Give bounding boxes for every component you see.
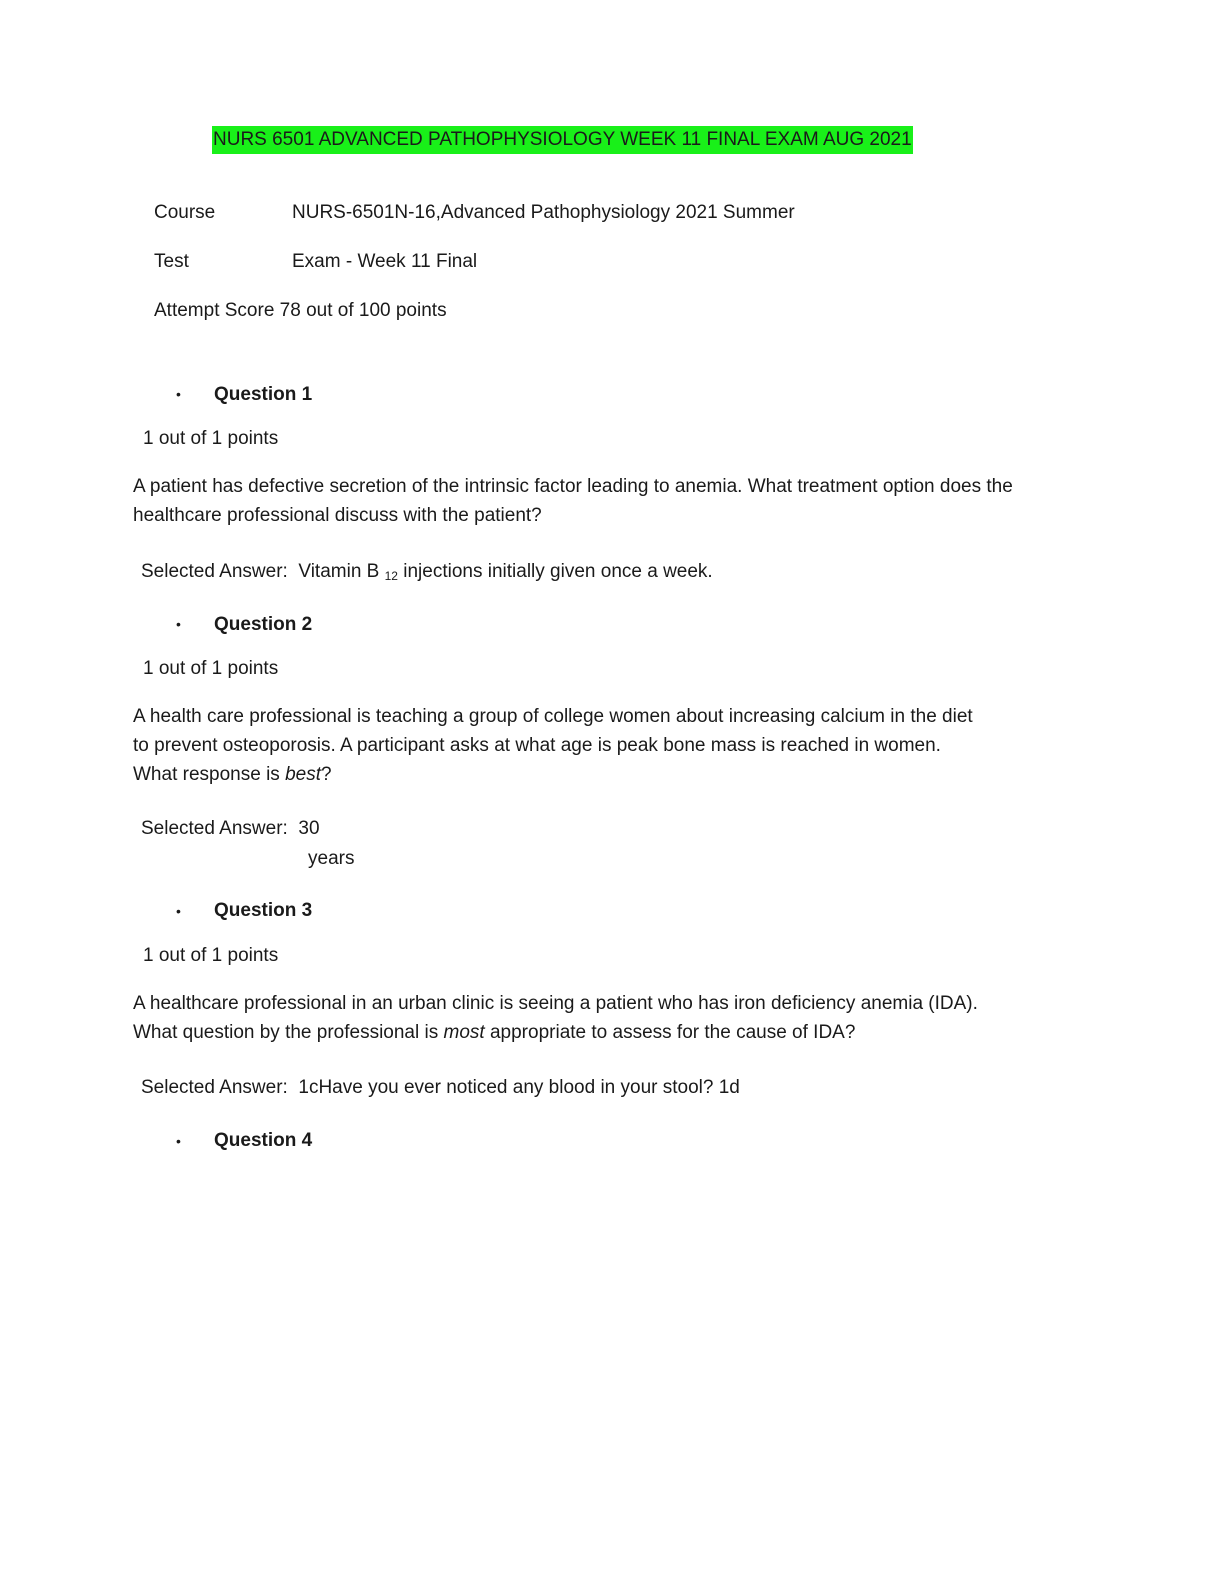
emphasis: most xyxy=(443,1022,485,1043)
course-label: Course xyxy=(154,202,216,223)
answer-text-rest: injections initially given once a week. xyxy=(403,561,713,582)
question-points: 1 out of 1 points xyxy=(143,945,279,966)
bullet-icon: • xyxy=(176,386,181,402)
bullet-icon: • xyxy=(176,616,181,632)
question-text-line: A healthcare professional in an urban clinic is seeing a patient who has iron deficiency anemia (IDA). xyxy=(133,993,978,1014)
question-text-line: What question by the professional is most appropriate to assess for the cause of IDA? xyxy=(133,1022,856,1043)
selected-answer xyxy=(141,561,713,583)
answer-text-continued: years xyxy=(308,848,355,869)
emphasis: best xyxy=(285,764,321,785)
document-title: NURS 6501 ADVANCED PATHOPHYSIOLOGY WEEK 11 FINAL EXAM AUG 2021 xyxy=(212,126,913,154)
selected-answer xyxy=(141,1077,740,1099)
question-text xyxy=(133,989,1033,1047)
answer-text: 1cHave you ever noticed any blood in your stool? 1d xyxy=(298,1077,740,1098)
question-text-line: A health care professional is teaching a group of college women about increasing calcium in the diet xyxy=(133,706,973,727)
question-points: 1 out of 1 points xyxy=(143,428,279,449)
course-value: NURS-6501N-16,Advanced Pathophysiology 2021 Summer xyxy=(292,202,795,223)
answer-label: Selected Answer: xyxy=(141,1077,288,1098)
question-text-line: to prevent osteoporosis. A participant asks at what age is peak bone mass is reached in women. xyxy=(133,735,941,756)
selected-answer xyxy=(141,818,320,840)
attempt-score: Attempt Score 78 out of 100 points xyxy=(154,300,447,321)
question-heading: Question 3 xyxy=(214,900,313,921)
bullet-icon: • xyxy=(176,1133,181,1149)
question-heading: Question 1 xyxy=(214,384,313,405)
question-text-line: What response is best? xyxy=(133,764,332,785)
answer-label: Selected Answer: xyxy=(141,561,288,582)
question-heading: Question 2 xyxy=(214,614,313,635)
bullet-icon: • xyxy=(176,903,181,919)
answer-label: Selected Answer: xyxy=(141,818,288,839)
answer-subscript: 12 xyxy=(384,569,398,583)
question-text xyxy=(133,702,1033,789)
answer-text: Vitamin B xyxy=(298,561,380,582)
test-label: Test xyxy=(154,251,189,272)
question-heading: Question 4 xyxy=(214,1130,313,1151)
answer-text: 30 xyxy=(298,818,320,839)
question-text: A patient has defective secretion of the intrinsic factor leading to anemia. What treatment option does the healthcare professional discuss with the patient? xyxy=(133,476,1013,526)
test-value: Exam - Week 11 Final xyxy=(292,251,478,272)
question-points: 1 out of 1 points xyxy=(143,658,279,679)
